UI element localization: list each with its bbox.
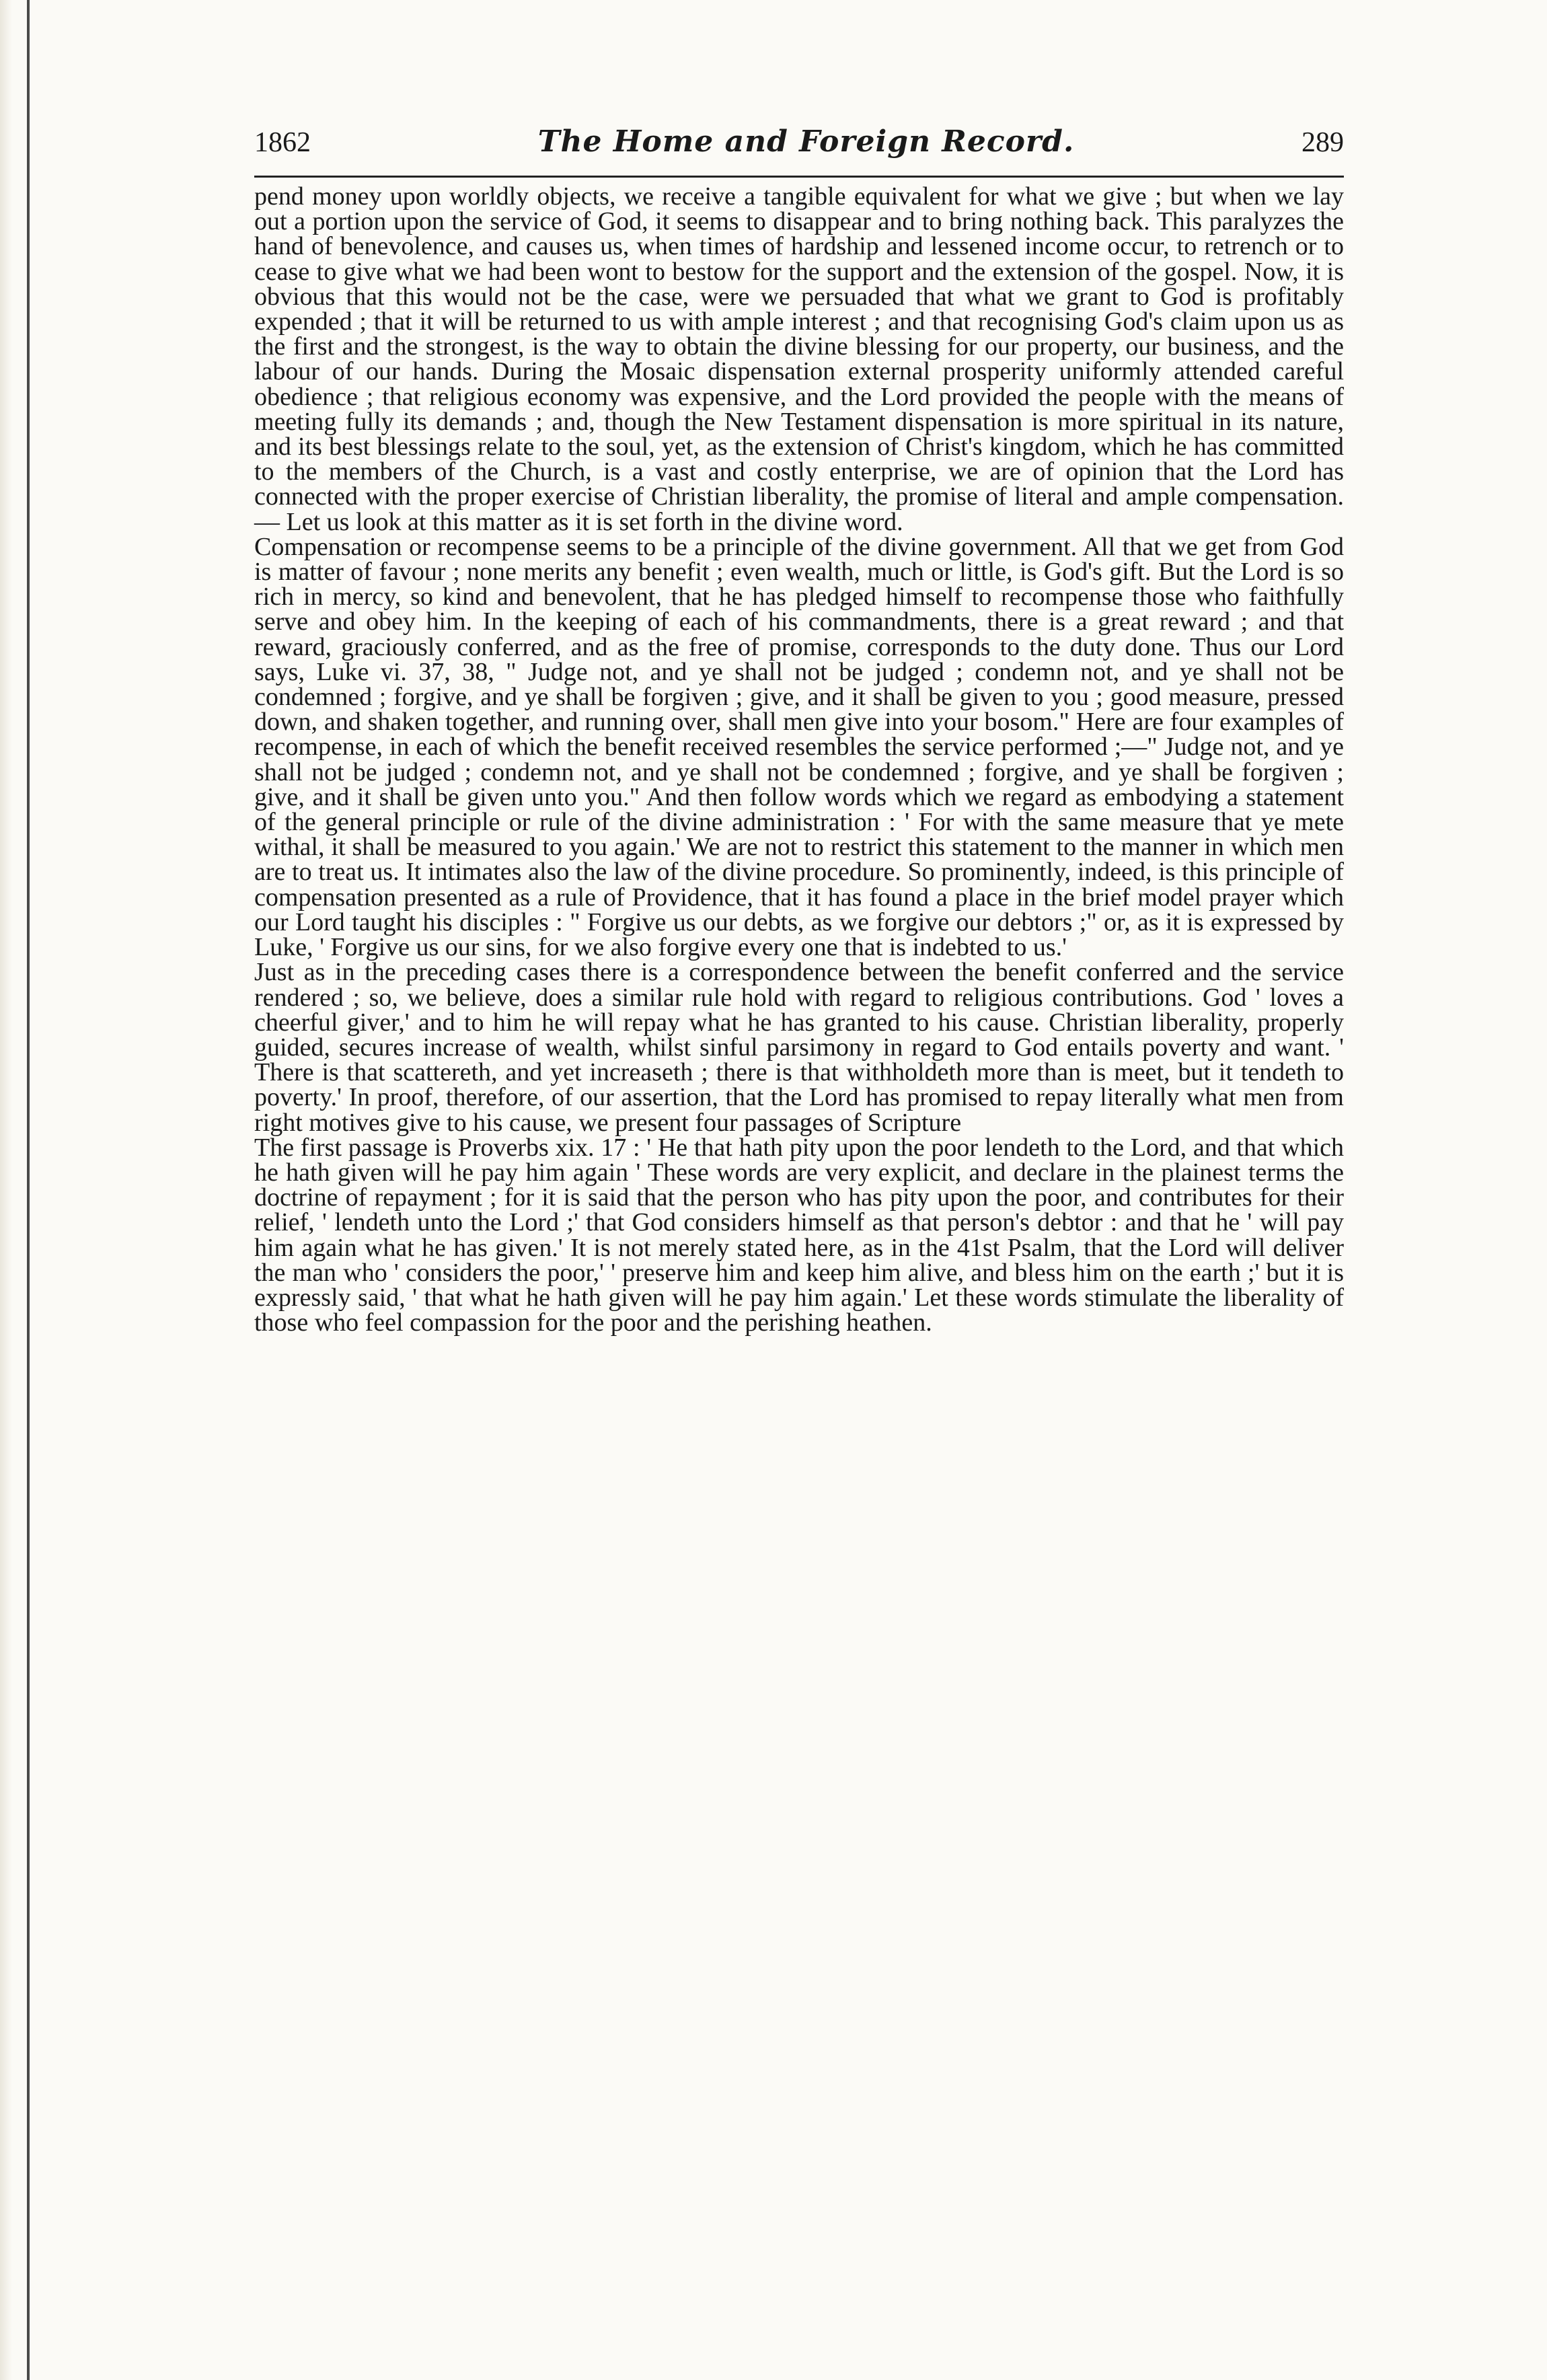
scan-binding-line (27, 0, 30, 2380)
journal-title: The Home and Foreign Record. (537, 124, 1075, 159)
running-header (254, 124, 1344, 178)
header-year: 1862 (254, 127, 311, 158)
scan-margin-shadow (0, 0, 12, 2380)
page (254, 124, 1344, 1335)
paragraph-2: Compensation or recompense seems to be a principle of the divine government. All that we get from God is matter of favour ; none merits any benefit ; even wealth, much or little, is God's gift. But the Lord is so rich in mercy, so kind and benevolent, that he has pledged himself to recompense those who faithfully serve and obey him. In the keeping of each of his commandments, there is a great reward ; and that reward, graciously conferred, and as the free of promise, corresponds to the duty done. Thus our Lord says, Luke vi. 37, 38, " Judge not, and ye shall not be judged ; condemn not, and ye shall not be condemned ; forgive, and ye shall be forgiven ; give, and it shall be given to you ; good measure, pressed down, and shaken together, and running over, shall men give into your bosom." Here are four examples of recompense, in each of which the benefit received resembles the service performed ;—" Judge not, and ye shall not be judged ; condemn not, and ye shall not be condemned ; forgive, and ye shall be forgiven ; give, and it shall be given unto you." And then follow words which we regard as embodying a statement of the general principle or rule of the divine administration : ' For with the same measure that ye mete withal, it shall be measured to you again.' We are not to restrict this statement to the manner in which men are to treat us. It intimates also the law of the divine procedure. So prominently, indeed, is this principle of compensation presented as a rule of Providence, that it has found a place in the brief model prayer which our Lord taught his disciples : " Forgive us our debts, as we forgive our debtors ;" or, as it is expressed by Luke, ' Forgive us our sins, for we also forgive every one that is indebted to us.' (254, 532, 1344, 962)
article-body (254, 184, 1344, 1335)
paragraph-1: pend money upon worldly objects, we receive a tangible equivalent for what we give ; but when we lay out a portion upon the service of God, it seems to disappear and to bring nothing back. This paralyzes the hand of benevolence, and causes us, when times of hardship and lessened income occur, to retrench or to cease to give what we had been wont to bestow for the support and the extension of the gospel. Now, it is obvious that this would not be the case, were we persuaded that what we grant to God is profitably expended ; that it will be returned to us with ample interest ; and that recognising God's claim upon us as the first and the strongest, is the way to obtain the divine blessing for our property, our business, and the labour of our hands. During the Mosaic dispensation external prosperity uniformly attended careful obedience ; that religious economy was expensive, and the Lord provided the people with the means of meeting fully its demands ; and, though the New Testament dispensation is more spiritual in its nature, and its best blessings relate to the soul, yet, as the extension of Christ's kingdom, which he has committed to the members of the Church, is a vast and costly enterprise, we are of opinion that the Lord has connected with the proper exercise of Christian liberality, the promise of literal and ample compensation.— Let us look at this matter as it is set forth in the divine word. (254, 182, 1344, 536)
paragraph-4: The first passage is Proverbs xix. 17 : ' He that hath pity upon the poor lendeth to the Lord, and that which he hath given will he pay him again ' These words are very explicit, and declare in the plainest terms the doctrine of repayment ; for it is said that the person who has pity upon the poor, and contributes for their relief, ' lendeth unto the Lord ;' that God considers himself as that person's debtor : and that he ' will pay him again what he has given.' It is not merely stated here, as in the 41st Psalm, that the Lord will deliver the man who ' considers the poor,' ' preserve him and keep him alive, and bless him on the earth ;' but it is expressly said, ' that what he hath given will he pay him again.' Let these words stimulate the liberality of those who feel compassion for the poor and the perishing heathen. (254, 1133, 1344, 1337)
paragraph-3: Just as in the preceding cases there is a correspondence between the benefit conferred and the service rendered ; so, we believe, does a similar rule hold with regard to religious contributions. God ' loves a cheerful giver,' and to him he will repay what he has granted to his cause. Christian liberality, properly guided, secures increase of wealth, whilst sinful parsimony in regard to God entails poverty and want. ' There is that scattereth, and yet increaseth ; there is that withholdeth more than is meet, but it tendeth to poverty.' In proof, therefore, of our assertion, that the Lord has promised to repay literally what men from right motives give to his cause, we present four passages of Scripture (254, 958, 1344, 1137)
page-number: 289 (1301, 127, 1344, 158)
